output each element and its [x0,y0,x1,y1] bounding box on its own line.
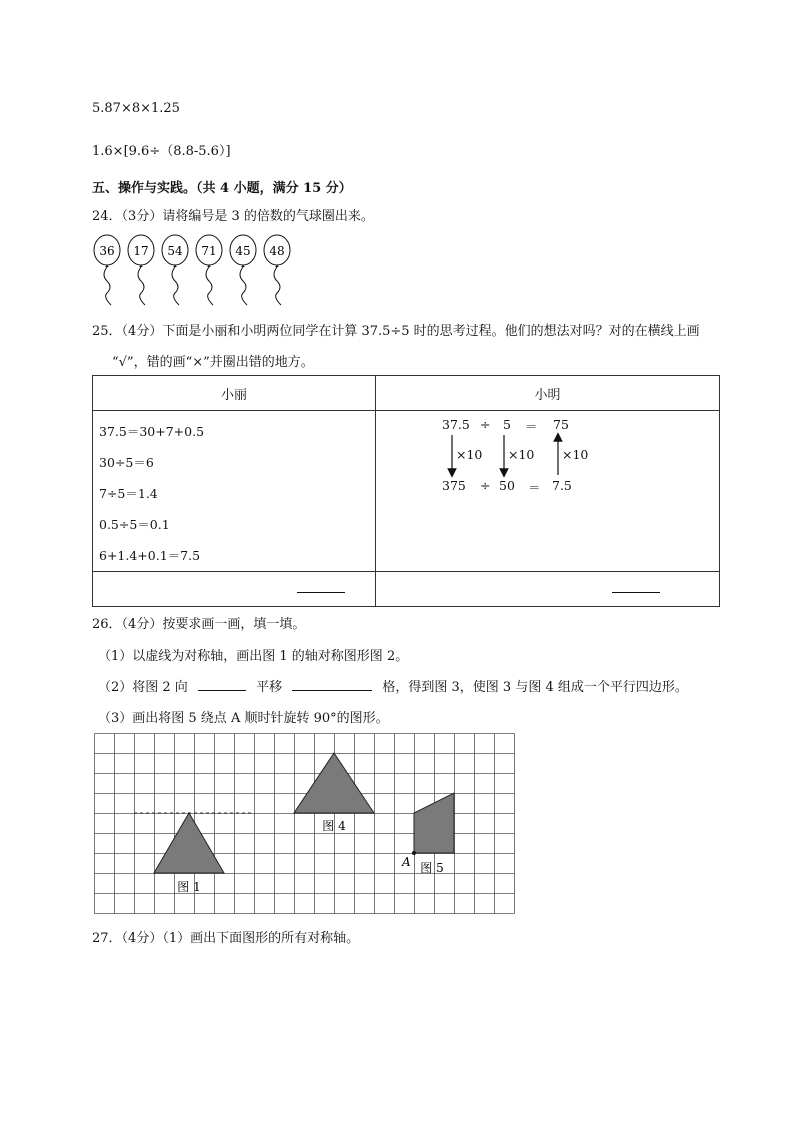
xm-arrow-label: ×10 [562,447,589,462]
xiaoli-line: 30÷5＝6 [99,455,154,470]
figure-4-label: 图 4 [322,819,346,833]
xm-bottom-num2: 50 [499,478,515,493]
xm-top-result: 75 [553,417,569,432]
q26-sub2-part-b: 平移 [256,680,283,695]
comparison-table [92,375,720,607]
figure-1-label: 图 1 [177,880,201,894]
q26-sub2-part-c: 格，得到图 3，使图 3 与图 4 组成一个平行四边形。 [382,680,688,695]
balloon[interactable] [230,235,256,305]
xm-bottom-result: 7.5 [552,478,572,493]
xm-top-num2: 5 [503,417,511,432]
distance-blank[interactable] [292,690,372,691]
balloon[interactable] [264,235,290,305]
balloon-number: 54 [167,244,183,258]
q26-sub2-part-a: （2）将图 2 向 [98,680,188,695]
xm-bottom-eq: ＝ [528,480,541,495]
section-5-title: 五、操作与实践。（共 4 小题，满分 15 分） [92,181,352,196]
balloon-number: 45 [235,244,251,258]
xiaoming-arrows [376,411,721,531]
q26-sub3: （3）画出将图 5 绕点 A 顺时针旋转 90°的图形。 [98,711,389,726]
calc-line-2: 1.6×[9.6÷（8.8-5.6）] [92,144,231,159]
xiaoli-line: 7÷5＝1.4 [99,486,158,501]
xiaoli-line: 6+1.4+0.1＝7.5 [99,548,201,563]
q26-sub1: （1）以虚线为对称轴，画出图 1 的轴对称图形图 2。 [98,649,409,664]
q26-sub2 [98,676,688,695]
xiaoming-work [376,411,720,572]
xiaoming-answer-blank[interactable] [612,592,660,593]
figure-5-label: 图 5 [420,861,444,875]
balloon-number: 17 [133,244,149,258]
balloon[interactable] [162,235,188,305]
q27-text: 27．（4分）（1）画出下面图形的所有对称轴。 [92,931,360,946]
xiaoli-line: 37.5＝30+7+0.5 [99,424,205,439]
balloon[interactable] [128,235,154,305]
xm-top-num1: 37.5 [442,417,470,432]
header-xiaoming: 小明 [376,376,720,411]
point-a-dot [412,851,416,855]
calc-line-1: 5.87×8×1.25 [92,101,180,116]
figure-4-triangle [294,753,374,813]
q26-text: 26．（4分）按要求画一画，填一填。 [92,617,306,632]
xm-top-op: ÷ [480,417,491,432]
direction-blank[interactable] [198,690,246,691]
balloon[interactable] [196,235,222,305]
balloon[interactable] [94,235,120,305]
header-xiaoli: 小丽 [93,376,376,411]
xiaoming-answer-cell [376,572,720,607]
figure-1-triangle [154,813,224,873]
balloon-group [90,230,310,310]
q25-text-line1: 25．（4分）下面是小丽和小明两位同学在计算 37.5÷5 时的思考过程。他们的想法对吗？对的在横线上画 [92,324,700,339]
xiaoli-work [93,411,376,572]
xm-arrow-label: ×10 [456,447,483,462]
grid-figure [94,733,516,915]
balloon-number: 71 [201,244,217,258]
xiaoli-line: 0.5÷5＝0.1 [99,517,170,532]
xm-bottom-num1: 375 [442,478,466,493]
balloon-number: 48 [269,244,285,258]
xiaoli-answer-cell [93,572,376,607]
balloon-number: 36 [99,244,115,258]
q24-text: 24．（3分）请将编号是 3 的倍数的气球圈出来。 [92,209,374,224]
q25-text-line2: “√”，错的画“×”并圈出错的地方。 [112,355,314,370]
xm-top-eq: ＝ [525,419,538,434]
point-a-label: A [402,855,411,869]
xm-bottom-op: ÷ [480,478,491,493]
xiaoli-answer-blank[interactable] [297,592,345,593]
figure-5-shape [414,793,454,853]
xm-arrow-label: ×10 [508,447,535,462]
